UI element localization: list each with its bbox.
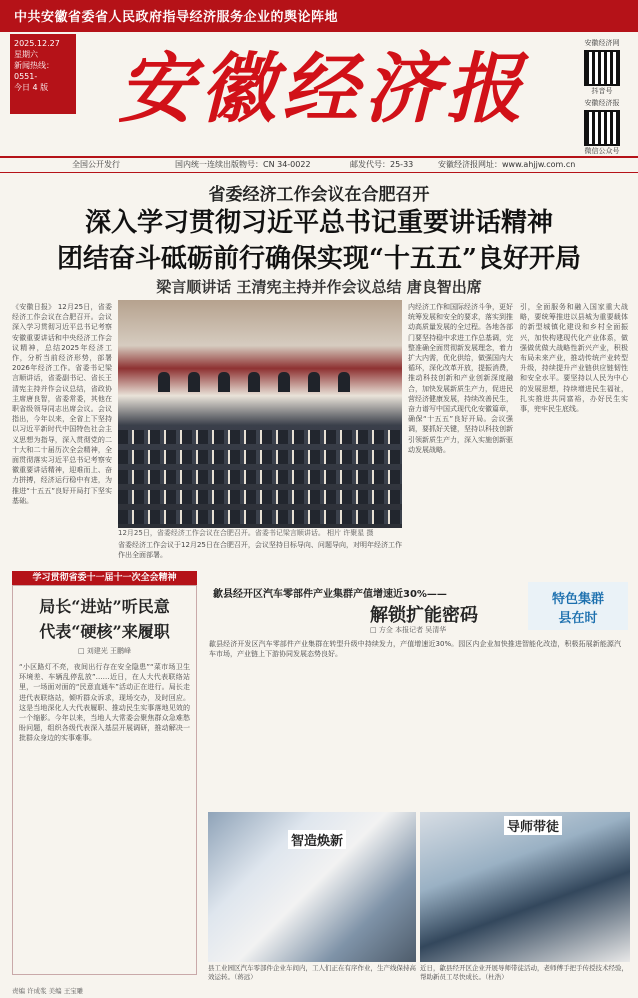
industry-title-1: 歙县经开区汽车零部件产业集群产值增速近30%—— bbox=[213, 589, 447, 600]
qr2-sub: 微信公众号 bbox=[584, 147, 620, 155]
qr1-label: 安徽经济网 bbox=[584, 39, 620, 47]
lead-subhead: 梁言顺讲话 王清宪主持并作会议总结 唐良智出席 bbox=[156, 278, 482, 296]
industry-byline: □ 方佥 本报记者 吴清华 bbox=[370, 626, 447, 634]
top-banner bbox=[0, 0, 638, 32]
lead-headline-1: 深入学习贯彻习近平总书记重要讲话精神 bbox=[84, 208, 553, 238]
qr1-sub: 抖音号 bbox=[591, 87, 613, 95]
lead-column-3: 引，全面服务和融入国家重大战略，要统筹推进以县城为重要载体的新型城镇化建设和乡村全面振兴，加快构建现代化产业体系，做强做优做大战略性新兴产业，积极布局未来产业，推动传统产业转型升级，持续提升产业链供应链韧性和安全水平。要坚持以人民为中心的发展思想，持续增进民生福祉，扎实推进共同富裕，办好民生实事，兜牢民生底线。 bbox=[520, 303, 628, 414]
info-public: 全国公开发行 bbox=[72, 160, 120, 169]
sidebar-story bbox=[12, 585, 197, 975]
meeting-photo bbox=[118, 300, 402, 528]
meeting-photo-caption: 12月25日，省委经济工作会议在合肥召开。省委书记梁言顺讲话。 相片 许聚星 摄 bbox=[118, 529, 374, 537]
special-label-1: 特色集群 bbox=[551, 592, 604, 607]
factory-photo-right bbox=[420, 812, 630, 962]
industry-body: 歙县经济开发区汽车零部件产业集群在转型升级中持续发力，产值增速近30%。园区内企业加快推进智能化改造，积极拓展新能源汽车市场，产业链上下游协同发展态势良好。 bbox=[209, 640, 621, 659]
sidebar-title-1: 局长“进站”听民意 bbox=[39, 597, 170, 616]
issue-weekday: 星期六 bbox=[14, 50, 38, 59]
industry-title-2: 解锁扩能密码 bbox=[370, 605, 478, 626]
sidebar-body: “小区路灯不亮，夜间出行存在安全隐患”“菜市场卫生环境差、车辆乱停乱放”……近日，在人大代表联络站里，一场面对面的“民意直通车”活动正在进行。局长走进代表联络站，倾听群众诉求，现场交办，及时回应。这是当地深化人大代表履职、推动民生实事落地见效的一个缩影。今年以来，当地人大常委会聚焦群众急难愁盼问题，组织各级代表深入基层开展调研，推动解决一批群众身边的实事难事。 bbox=[19, 663, 190, 743]
factory-photo-left bbox=[208, 812, 416, 962]
page-count: 今日 4 版 bbox=[14, 83, 49, 92]
page-footer-editor: 责编 许成浆 美编 王宝雕 bbox=[12, 987, 84, 995]
left-photo-caption: 县工业园区汽车零部件企业车间内，工人们正在有序作业，生产线保持高效运转。（蒋远） bbox=[208, 964, 416, 981]
sidebar-section-tag: 学习贯彻省委十一届十一次全会精神 bbox=[12, 571, 197, 585]
qr2-label: 安徽经济报 bbox=[584, 99, 620, 107]
lead-kicker: 省委经济工作会议在合肥召开 bbox=[208, 185, 430, 205]
publication-info-bar bbox=[0, 156, 638, 173]
news-hotline: 新闻热线：0551- bbox=[14, 61, 54, 81]
issue-date: 2025.12.27 bbox=[14, 39, 60, 48]
special-label-2: 县在时 bbox=[558, 611, 598, 626]
info-web[interactable]: 安徽经济报网址：www.ahjjw.com.cn bbox=[438, 160, 576, 169]
qr-code-icon[interactable] bbox=[584, 50, 620, 86]
info-post: 邮发代号：25-33 bbox=[350, 160, 414, 169]
qr-code-icon[interactable] bbox=[584, 110, 620, 146]
lead-column-2: 内经济工作和国际经济斗争，更好统筹发展和安全的要求，落实到推动高质量发展的全过程。各地各部门要坚持稳中求进工作总基调，完整准确全面贯彻新发展理念，着力扩大内需，优化供给，做强国内大循环，深化改革开放，提振消费，推动科技创新和产业创新深度融合，加快发展新质生产力，促进民营经济健康发展，持续改善民生，奋力谱写中国式现代化安徽篇章，确保“十五五”良好开局。会议强调，要抓好关键，坚持以科技创新引领新质生产力，深入实施创新驱动发展战略。 bbox=[408, 303, 513, 454]
lead-headline-2: 团结奋斗砥砺前行确保实现“十五五”良好开局 bbox=[57, 244, 581, 274]
sidebar-byline: □ 刘建光 王鹏峰 bbox=[77, 647, 132, 655]
lead-column-1: 《安徽日报》 12月25日，省委经济工作会议在合肥召开。会议深入学习贯彻习近平总书记考察安徽重要讲话和中央经济工作会议精神，总结2025年经济工作，分析当前经济形势，部署2026年经济工作。省委书记梁言顺讲话，省委副书记、省长王清宪主持并作会议总结，省政协主席唐良智，省委常委，其他在职省级领导同志出席会议。会议指出，今年以来，全省上下坚持以习近平新时代中国特色社会主义思想为指导，深入贯彻党的二十大和二十届历次全会精神，全面贯彻落实习近平总书记考察安徽重要讲话精神，迎难而上、奋力拼搏，经济运行稳中有进，为推进“十五五”良好开局打下坚实基础。 bbox=[12, 303, 112, 505]
top-slogan: 中共安徽省委省人民政府指导经济服务企业的舆论阵地 bbox=[14, 10, 339, 25]
date-box bbox=[10, 34, 76, 114]
newspaper-logo: 安徽经济报 bbox=[118, 44, 528, 133]
qr-block-2 bbox=[572, 98, 632, 156]
lead-column-bottom: 省委经济工作会议于12月25日在合肥召开，会议坚持目标导向、问题导向，对明年经济工作作出全面部署。 bbox=[118, 541, 402, 560]
left-photo-title: 智造焕新 bbox=[288, 830, 346, 849]
right-photo-title: 导师带徒 bbox=[504, 816, 562, 835]
sidebar-title-2: 代表“硬核”来履职 bbox=[39, 622, 170, 641]
info-cn: 国内统一连续出版物号：CN 34-0022 bbox=[175, 160, 311, 169]
right-photo-caption: 近日，歙县经开区企业开展导师带徒活动，老师傅手把手传授技术经验，帮助新员工尽快成长。（杜浩） bbox=[420, 964, 628, 981]
qr-block-1 bbox=[572, 38, 632, 96]
special-column-badge bbox=[528, 582, 628, 630]
